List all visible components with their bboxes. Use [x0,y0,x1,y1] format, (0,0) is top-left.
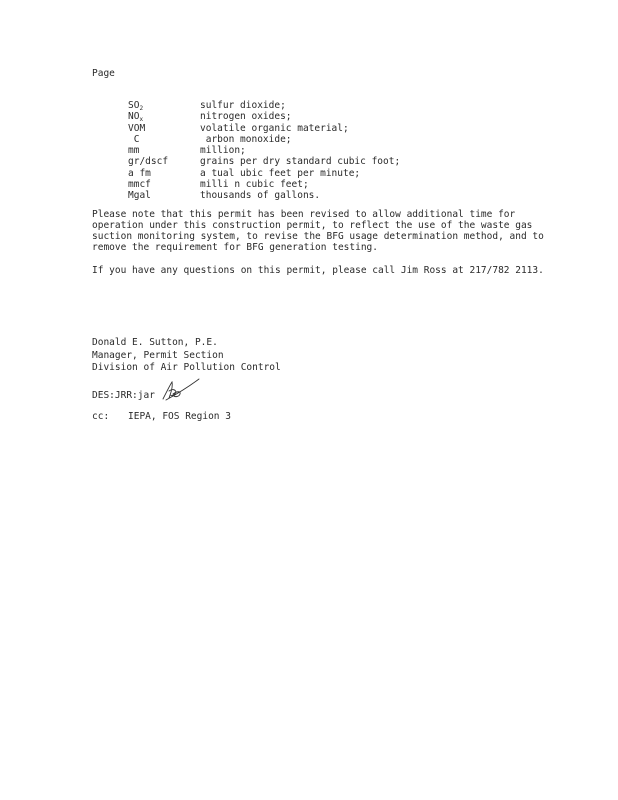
abbreviation-row [128,156,400,167]
cc-label: cc: [92,411,110,422]
abbreviation-row [128,145,400,156]
contact-paragraph: If you have any questions on this permit, please call Jim Ross at 217/782 2113. [92,265,544,276]
abbreviation-term: $SO_2$ [128,100,144,112]
abbreviation-term: gr/dscf [128,156,169,168]
abbreviation-term: mmcf [128,179,151,191]
abbreviation-definition: a tual ubic feet per minute; [200,167,361,179]
abbreviation-row [128,168,400,179]
abbreviation-term: mm [128,145,140,157]
abbreviation-list [128,100,400,202]
abbreviation-row [128,111,400,122]
abbreviation-row [128,179,400,190]
handwritten-initials-icon [161,377,201,403]
abbreviation-definition: nitrogen oxides; [200,111,292,123]
abbreviation-row [128,100,400,111]
cc-recipient: IEPA, FOS Region 3 [128,411,231,422]
abbreviation-definition: million; [200,145,246,157]
signer-title: Manager, Permit Section [92,349,224,361]
abbreviation-definition: sulfur dioxide; [200,100,286,111]
abbreviation-definition: grains per dry standard cubic foot; [200,156,401,168]
abbreviation-definition: thousands of gallons. [200,190,321,202]
abbreviation-term: $NO_x$ [128,111,144,124]
abbreviation-term: C [133,133,140,145]
abbreviation-term: Mgal [128,190,151,202]
reference-initials [92,387,201,403]
abbreviation-definition: volatile organic material; [200,122,349,134]
abbreviation-definition: arbon monoxide; [205,133,292,145]
signature-block [92,337,281,375]
page-header: Page [92,68,115,79]
abbreviation-row [128,190,400,201]
initials-text: DES:JRR:jar [92,389,155,401]
revision-note-paragraph: Please note that this permit has been revised to allow additional time for operation under this construction permit, to reflect the use of the waste gas suction monitoring system, to revise the BFG usage determination method, and to remove the requirement for BFG generation testing. [92,209,544,253]
abbreviation-term: a fm [128,167,151,179]
abbreviation-row [128,134,400,145]
abbreviation-definition: milli n cubic feet; [200,179,309,191]
cc-line [92,411,231,422]
signer-division: Division of Air Pollution Control [92,362,281,373]
abbreviation-term: VOM [128,122,146,134]
abbreviation-row [128,123,400,134]
signer-name: Donald E. Sutton, P.E. [92,337,218,348]
